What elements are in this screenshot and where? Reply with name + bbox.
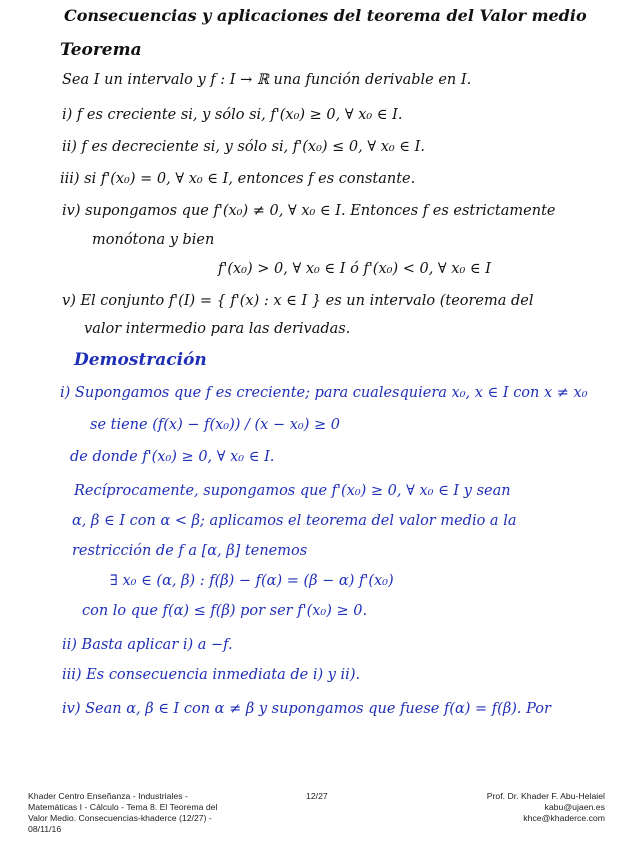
theorem-item-iv-formula: f'(x₀) > 0, ∀ x₀ ∈ I ó f'(x₀) < 0, ∀ x₀ ∈ I: [218, 261, 491, 277]
proof-item-i-quotient: se tiene (f(x) − f(x₀)) / (x − x₀) ≥ 0: [90, 417, 340, 433]
footer-author-info: [487, 791, 605, 824]
footer-author-name: Prof. Dr. Khader F. Abu-Helaiel: [486, 791, 605, 801]
proof-item-iii: iii) Es consecuencia inmediata de i) y ii).: [62, 667, 361, 683]
theorem-item-v: v) El conjunto f'(I) = { f'(x) : x ∈ I } es un intervalo (teorema del: [62, 293, 534, 309]
proof-converse: Recíprocamente, supongamos que f'(x₀) ≥ 0, ∀ x₀ ∈ I y sean: [74, 483, 511, 499]
footer-left-line: Khader Centro Enseñanza - Industriales -: [28, 791, 188, 801]
proof-monotonic: con lo que f(α) ≤ f(β) por ser f'(x₀) ≥ 0.: [82, 603, 368, 619]
theorem-item-v-cont: valor intermedio para las derivadas.: [84, 321, 351, 337]
proof-item-ii: ii) Basta aplicar i) a −f.: [62, 637, 233, 653]
footer-email[interactable]: kabu@ujaen.es: [544, 802, 605, 812]
theorem-item-iv-cont: monótona y bien: [92, 232, 215, 248]
theorem-item-iii: iii) si f'(x₀) = 0, ∀ x₀ ∈ I, entonces f es constante.: [60, 171, 416, 187]
page-footer: [0, 791, 635, 848]
theorem-item-iv: iv) supongamos que f'(x₀) ≠ 0, ∀ x₀ ∈ I. Entonces f es estrictamente: [62, 203, 556, 219]
footer-left-line: Valor Medio. Consecuencias-khaderce (12/27) -: [28, 813, 212, 823]
proof-converse-cont: α, β ∈ I con α < β; aplicamos el teorema del valor medio a la: [72, 513, 517, 529]
theorem-item-ii: ii) f es decreciente si, y sólo si, f'(x₀) ≤ 0, ∀ x₀ ∈ I.: [62, 139, 425, 155]
proof-mean-value: ∃ x₀ ∈ (α, β) : f(β) − f(α) = (β − α) f'(x₀): [110, 573, 394, 589]
footer-page-number: 12/27: [306, 791, 328, 801]
theorem-heading: Teorema: [60, 40, 142, 60]
proof-item-i-conclusion: de donde f'(x₀) ≥ 0, ∀ x₀ ∈ I.: [70, 449, 275, 465]
footer-course-info: [28, 791, 278, 835]
proof-item-iv: iv) Sean α, β ∈ I con α ≠ β y supongamos que fuese f(α) = f(β). Por: [62, 701, 551, 717]
theorem-item-i: i) f es creciente si, y sólo si, f'(x₀) ≥ 0, ∀ x₀ ∈ I.: [62, 107, 403, 123]
footer-email[interactable]: khce@khaderce.com: [523, 813, 605, 823]
proof-restriction: restricción de f a [α, β] tenemos: [72, 543, 308, 559]
proof-heading: Demostración: [74, 350, 207, 370]
theorem-statement: Sea I un intervalo y f : I → ℝ una función derivable en I.: [62, 72, 472, 88]
footer-left-line: Matemáticas I - Cálculo - Tema 8. El Teorema del: [28, 802, 218, 812]
footer-left-line: 08/11/16: [28, 824, 62, 834]
page-heading: Consecuencias y aplicaciones del teorema del Valor medio: [64, 6, 587, 25]
proof-item-i: i) Supongamos que f es creciente; para cualesquiera x₀, x ∈ I con x ≠ x₀: [60, 385, 588, 401]
